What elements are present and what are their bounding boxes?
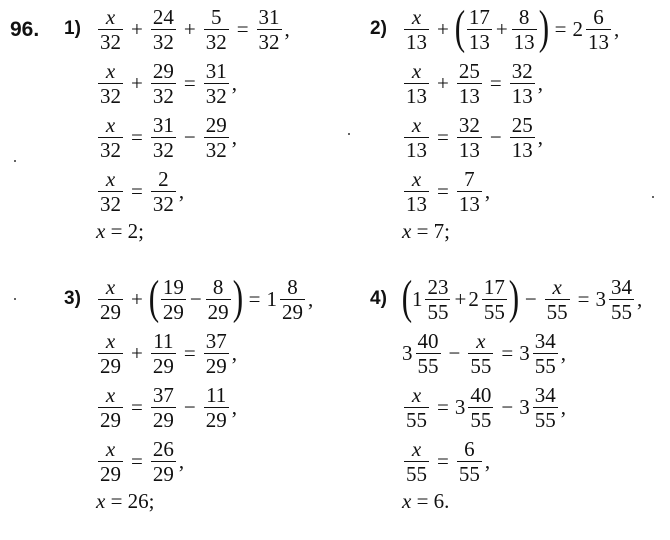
denominator: 32 (152, 137, 174, 162)
numerator: x (105, 274, 116, 299)
answer-line (402, 218, 619, 244)
numerator: x (476, 328, 486, 353)
numerator: x (105, 328, 116, 353)
answer-variable: x (402, 218, 412, 243)
denominator: 32 (205, 137, 227, 162)
denominator: 55 (470, 407, 492, 432)
operator: + (495, 16, 508, 41)
denominator: 55 (546, 299, 568, 324)
equation-line (96, 110, 290, 164)
numerator: 37 (152, 382, 174, 407)
denominator: 29 (100, 299, 121, 324)
fraction (482, 275, 507, 324)
operator: + (454, 286, 467, 311)
answer-value: = 6. (411, 488, 450, 513)
answer-variable: x (96, 218, 106, 243)
numerator: x (411, 166, 422, 191)
scan-speck (348, 133, 350, 135)
denominator: 55 (483, 299, 505, 324)
fraction (151, 59, 176, 108)
operator: = (183, 340, 196, 365)
parenthesis: ) (232, 271, 243, 324)
fraction (457, 113, 482, 162)
fraction (151, 329, 176, 378)
denominator: 13 (511, 83, 533, 108)
part-label: 2) (370, 18, 387, 39)
answer-value: = 7; (411, 218, 451, 243)
equation-line (402, 56, 619, 110)
equation-line (402, 380, 642, 434)
fraction (467, 5, 492, 54)
scan-speck (14, 160, 16, 162)
operator: = (131, 448, 143, 473)
punctuation: , (560, 394, 566, 419)
variable-fraction (404, 167, 429, 216)
operator: − (189, 286, 202, 311)
variable-fraction (98, 437, 123, 486)
punctuation: , (231, 340, 237, 365)
equation-line (96, 434, 313, 488)
denominator: 13 (458, 191, 480, 216)
punctuation: , (484, 448, 491, 473)
numerator: 25 (511, 112, 533, 137)
numerator: 8 (212, 274, 224, 299)
problem-number: 96. (10, 18, 40, 41)
denominator: 55 (470, 353, 492, 378)
numerator: 17 (483, 274, 505, 299)
numerator: x (411, 4, 422, 29)
denominator: 29 (152, 461, 174, 486)
punctuation: , (637, 286, 643, 311)
operator: = (131, 178, 143, 203)
fraction (425, 275, 450, 324)
denominator: 29 (205, 407, 227, 432)
answer-line (402, 488, 642, 514)
whole-number: 3 (519, 394, 530, 419)
operator: = (437, 124, 449, 149)
numerator: 34 (534, 382, 556, 407)
answer-line (96, 218, 290, 244)
fraction (609, 275, 634, 324)
scan-speck (14, 298, 16, 300)
fraction (280, 275, 305, 324)
operator: − (448, 340, 461, 365)
denominator: 55 (427, 299, 449, 324)
variable-fraction (404, 437, 429, 486)
denominator: 29 (100, 407, 121, 432)
operator: − (501, 394, 514, 419)
operator: = (437, 448, 449, 473)
denominator: 13 (406, 83, 427, 108)
operator: = (437, 394, 449, 419)
fraction (416, 329, 441, 378)
part-label: 3) (64, 288, 81, 309)
variable-fraction (98, 5, 123, 54)
variable-fraction (98, 113, 123, 162)
equation-line (402, 2, 619, 56)
denominator: 32 (152, 83, 174, 108)
part-4-label (370, 288, 387, 310)
operator: = (183, 70, 196, 95)
numerator: 19 (162, 274, 184, 299)
numerator: x (105, 166, 116, 191)
variable-fraction (98, 383, 123, 432)
operator: + (131, 70, 143, 95)
denominator: 13 (513, 29, 535, 54)
denominator: 55 (406, 461, 427, 486)
punctuation: , (231, 124, 237, 149)
whole-number: 3 (595, 286, 606, 311)
variable-fraction (404, 5, 429, 54)
numerator: 37 (205, 328, 227, 353)
operator: = (236, 16, 249, 41)
part-2-label (370, 18, 387, 40)
variable-fraction (545, 275, 570, 324)
variable-fraction (468, 329, 493, 378)
fraction (468, 383, 493, 432)
fraction (533, 383, 558, 432)
numerator: x (411, 112, 422, 137)
fraction (151, 437, 176, 486)
answer-variable: x (96, 488, 106, 513)
operator: = (501, 340, 514, 365)
operator: = (554, 16, 567, 41)
fraction (586, 5, 611, 54)
fraction (204, 383, 229, 432)
variable-fraction (404, 59, 429, 108)
variable-fraction (404, 383, 429, 432)
fraction (204, 113, 229, 162)
denominator: 29 (100, 461, 121, 486)
denominator: 13 (468, 29, 490, 54)
denominator: 13 (458, 83, 480, 108)
numerator: 40 (417, 328, 439, 353)
operator: − (183, 124, 196, 149)
denominator: 29 (207, 299, 229, 324)
punctuation: , (231, 70, 237, 95)
answer-value: = 26; (105, 488, 155, 513)
part-2-equations (402, 2, 619, 244)
fraction (512, 5, 537, 54)
operator: = (489, 70, 502, 95)
numerator: 17 (468, 4, 490, 29)
punctuation: , (284, 16, 290, 41)
whole-number: 1 (266, 286, 277, 311)
operator: = (131, 124, 143, 149)
denominator: 55 (417, 353, 439, 378)
numerator: 34 (611, 274, 632, 299)
parenthesis: ) (538, 1, 549, 54)
whole-number: 2 (572, 16, 583, 41)
numerator: 34 (534, 328, 556, 353)
fraction (151, 383, 176, 432)
fraction (510, 113, 535, 162)
fraction (510, 59, 535, 108)
denominator: 32 (100, 29, 121, 54)
numerator: 31 (258, 4, 280, 29)
numerator: 8 (518, 4, 530, 29)
numerator: 31 (205, 58, 227, 83)
equation-line (96, 2, 290, 56)
numerator: 23 (427, 274, 449, 299)
denominator: 32 (100, 83, 121, 108)
denominator: 29 (162, 299, 184, 324)
operator: + (437, 16, 449, 41)
equation-line (402, 434, 642, 488)
numerator: 11 (206, 382, 227, 407)
equation-line (96, 272, 313, 326)
denominator: 32 (100, 137, 121, 162)
numerator: 5 (210, 4, 222, 29)
fraction (204, 5, 229, 54)
fraction (151, 113, 176, 162)
numerator: 24 (152, 4, 174, 29)
whole-number: 3 (402, 340, 413, 365)
whole-number: 3 (454, 394, 466, 419)
numerator: 2 (158, 166, 169, 191)
part-label: 4) (370, 288, 387, 309)
whole-number: 1 (411, 286, 423, 311)
part-3-label (64, 288, 81, 310)
punctuation: , (231, 394, 237, 419)
operator: = (577, 286, 590, 311)
denominator: 55 (534, 407, 556, 432)
punctuation: , (484, 178, 491, 203)
answer-line (96, 488, 313, 514)
numerator: 6 (464, 436, 475, 461)
numerator: 8 (287, 274, 298, 299)
fraction (457, 59, 482, 108)
numerator: 7 (464, 166, 475, 191)
operator: + (131, 16, 143, 41)
numerator: x (411, 58, 422, 83)
denominator: 32 (205, 83, 227, 108)
denominator: 29 (152, 353, 174, 378)
numerator: 31 (152, 112, 174, 137)
denominator: 32 (100, 191, 121, 216)
numerator: x (411, 382, 422, 407)
parenthesis: ( (148, 271, 160, 324)
punctuation: , (308, 286, 314, 311)
punctuation: , (560, 340, 566, 365)
equation-line (96, 56, 290, 110)
operator: − (183, 394, 196, 419)
numerator: 25 (458, 58, 480, 83)
denominator: 55 (406, 407, 427, 432)
variable-fraction (98, 275, 123, 324)
fraction (204, 329, 229, 378)
numerator: x (105, 436, 116, 461)
fraction (151, 5, 176, 54)
denominator: 32 (258, 29, 280, 54)
variable-fraction (98, 167, 123, 216)
operator: = (248, 286, 261, 311)
fraction (533, 329, 558, 378)
numerator: x (552, 274, 562, 299)
numerator: 40 (470, 382, 492, 407)
punctuation: , (178, 448, 185, 473)
punctuation: , (178, 178, 185, 203)
equation-line (402, 326, 642, 380)
denominator: 29 (205, 353, 227, 378)
answer-variable: x (402, 488, 412, 513)
whole-number: 2 (468, 286, 479, 311)
variable-fraction (98, 59, 123, 108)
parenthesis: ( (454, 1, 466, 54)
denominator: 13 (406, 191, 427, 216)
operator: − (489, 124, 502, 149)
equation-line (402, 110, 619, 164)
part-4-equations (402, 272, 642, 514)
operator: = (131, 394, 143, 419)
parenthesis: ( (401, 271, 413, 324)
numerator: x (105, 4, 116, 29)
equation-line (402, 164, 619, 218)
denominator: 29 (282, 299, 303, 324)
variable-fraction (98, 329, 123, 378)
denominator: 55 (611, 299, 632, 324)
denominator: 13 (511, 137, 533, 162)
whole-number: 3 (519, 340, 530, 365)
operator: − (524, 286, 537, 311)
numerator: 32 (511, 58, 533, 83)
numerator: x (105, 58, 116, 83)
part-label: 1) (64, 18, 81, 39)
numerator: 29 (205, 112, 227, 137)
fraction (457, 167, 482, 216)
fraction (151, 167, 176, 216)
numerator: x (411, 436, 422, 461)
numerator: 32 (458, 112, 480, 137)
equation-line (402, 272, 642, 326)
denominator: 55 (534, 353, 556, 378)
answer-value: = 2; (105, 218, 145, 243)
denominator: 13 (406, 137, 427, 162)
fraction (257, 5, 282, 54)
operator: + (437, 70, 449, 95)
numerator: 26 (152, 436, 174, 461)
operator: + (131, 286, 143, 311)
equation-line (96, 164, 290, 218)
part-1-equations (96, 2, 290, 244)
numerator: x (105, 382, 116, 407)
denominator: 32 (152, 191, 174, 216)
punctuation: , (537, 70, 543, 95)
numerator: 29 (152, 58, 174, 83)
variable-fraction (404, 113, 429, 162)
parenthesis: ) (508, 271, 520, 324)
part-1-label (64, 18, 81, 40)
numerator: 6 (593, 4, 604, 29)
operator: + (131, 340, 143, 365)
part-3-equations (96, 272, 313, 514)
denominator: 32 (205, 29, 227, 54)
operator: = (437, 178, 449, 203)
equation-line (96, 326, 313, 380)
denominator: 13 (588, 29, 609, 54)
fraction (206, 275, 231, 324)
fraction (161, 275, 186, 324)
punctuation: , (537, 124, 543, 149)
denominator: 55 (458, 461, 480, 486)
operator: + (183, 16, 196, 41)
scan-speck (652, 196, 654, 198)
denominator: 29 (152, 407, 174, 432)
denominator: 13 (458, 137, 480, 162)
denominator: 32 (152, 29, 174, 54)
numerator: x (105, 112, 116, 137)
numerator: 11 (153, 328, 174, 353)
fraction (204, 59, 229, 108)
fraction (457, 437, 482, 486)
equation-line (96, 380, 313, 434)
denominator: 13 (406, 29, 427, 54)
punctuation: , (614, 16, 620, 41)
denominator: 29 (100, 353, 121, 378)
